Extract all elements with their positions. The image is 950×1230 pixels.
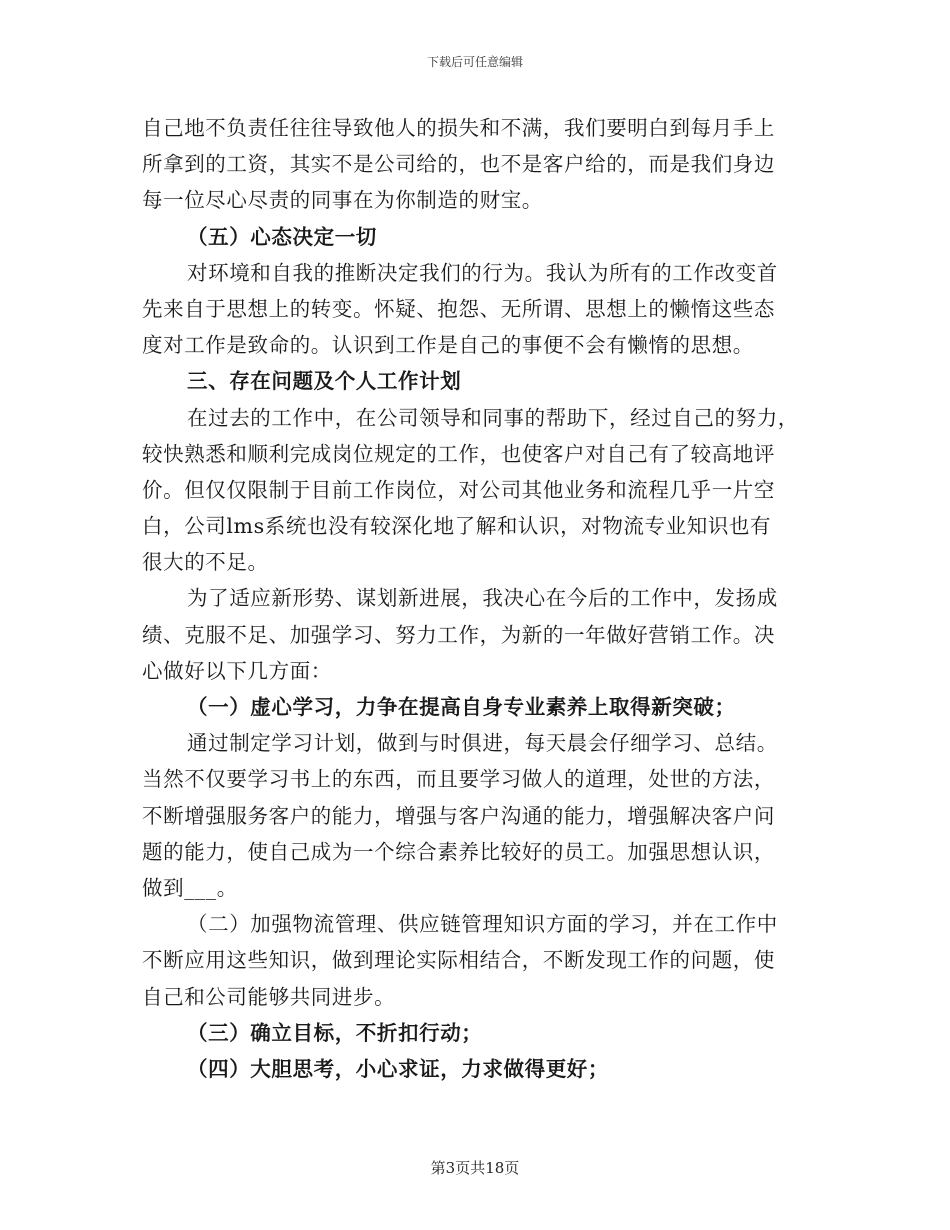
text-line: 自己地不负责任往往导致他人的损失和不满，我们要明白到每月手上 bbox=[142, 116, 775, 140]
text-line: 为了适应新形势、谋划新进展，我决心在今后的工作中，发扬成 bbox=[187, 586, 778, 611]
section-heading: （四）大胆思考，小心求证，力求做得更好； bbox=[187, 1056, 609, 1081]
text-line: 在过去的工作中，在公司领导和同事的帮助下，经过自己的努力， bbox=[187, 405, 799, 430]
section-heading: （一）虚心学习，力争在提高自身专业素养上取得新突破； bbox=[187, 695, 736, 719]
text-line: 题的能力，使自己成为一个综合素养比较好的员工。加强思想认识， bbox=[142, 839, 775, 864]
text-line: 每一位尽心尽责的同事在为你制造的财宝。 bbox=[142, 188, 543, 213]
section-heading: 三、存在问题及个人工作计划 bbox=[187, 369, 462, 394]
page-header: 下载后可任意编辑 bbox=[426, 55, 523, 69]
text-line: 所拿到的工资，其实不是公司给的，也不是客户给的，而是我们身边 bbox=[142, 152, 775, 177]
text-line: 很大的不足。 bbox=[142, 550, 269, 575]
text-line: （二）加强物流管理、供应链管理知识方面的学习，并在工作中 bbox=[187, 912, 778, 937]
text-line: 做到___。 bbox=[142, 875, 238, 900]
text-line: 绩、克服不足、加强学习、努力工作，为新的一年做好营销工作。决 bbox=[142, 622, 775, 647]
text-line: 白，公司lms系统也没有较深化地了解和认识，对物流专业知识也有 bbox=[142, 514, 772, 539]
text-line: 不断增强服务客户的能力，增强与客户沟通的能力，增强解决客户问 bbox=[142, 803, 775, 828]
section-heading: （三）确立目标，不折扣行动； bbox=[187, 1020, 483, 1045]
document-body bbox=[142, 110, 817, 1087]
text-line: 先来自于思想上的转变。怀疑、抱怨、无所谓、思想上的懒惰这些态 bbox=[142, 296, 775, 321]
text-line: 当然不仅要学习书上的东西，而且要学习做人的道理，处世的方法， bbox=[142, 767, 775, 792]
text-line: 度对工作是致命的。认识到工作是自己的事便不会有懒惰的思想。 bbox=[142, 333, 754, 358]
text-line: 通过制定学习计划，做到与时俱进，每天晨会仔细学习、总结。 bbox=[187, 731, 778, 756]
text-line: 不断应用这些知识，做到理论实际相结合，不断发现工作的问题，使 bbox=[142, 948, 775, 973]
section-heading: （五）心态决定一切 bbox=[187, 224, 377, 249]
page-footer: 第3页共18页 bbox=[430, 1159, 520, 1177]
text-line: 价。但仅仅限制于目前工作岗位，对公司其他业务和流程几乎一片空 bbox=[142, 477, 775, 502]
text-line: 较快熟悉和顺利完成岗位规定的工作，也使客户对自己有了较高地评 bbox=[142, 441, 775, 466]
text-line: 自己和公司能够共同进步。 bbox=[142, 984, 396, 1009]
text-line: 心做好以下几方面： bbox=[142, 658, 332, 683]
text-line: 对环境和自我的推断决定我们的行为。我认为所有的工作改变首 bbox=[187, 260, 778, 285]
